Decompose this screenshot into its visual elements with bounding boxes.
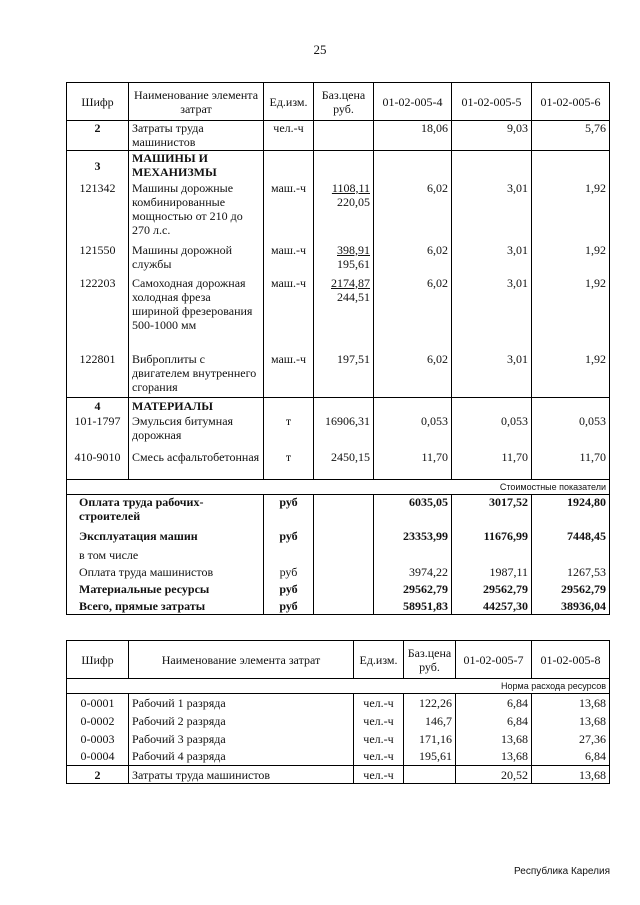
row-unit: чел.-ч [354,730,404,748]
row-value-1: 6,84 [456,712,532,730]
row-value-3: 1,92 [532,243,610,276]
row-name: Машины дорожные комбинированные мощностью от 210 до 270 л.с. [129,181,264,243]
row-price [314,121,374,151]
cost-value-1: 3974,22 [374,563,452,581]
row-value-1: 20,52 [456,766,532,784]
row-value-2: 13,68 [532,712,610,730]
row-code: 0-0002 [67,712,129,730]
norm-caption: Норма расхода ресурсов [67,679,610,694]
row-unit: чел.-ч [264,121,314,151]
table-row [67,694,610,712]
header-code: Шифр [67,641,129,679]
table-row [67,748,610,766]
section-row [67,398,610,414]
table-row [67,181,610,243]
row-price: 16906,31 [314,414,374,450]
header-name: Наименование элемента затрат [129,641,354,679]
row-price: 195,61 [404,748,456,766]
cost-value-1: 6035,05 [374,495,452,525]
row-name: Рабочий 4 разряда [129,748,354,766]
footer-region: Республика Карелия [514,866,610,877]
row-value-1: 13,68 [456,730,532,748]
row-name: Рабочий 2 разряда [129,712,354,730]
section-code: 3 [67,151,129,181]
row-code: 101-1797 [67,414,129,450]
row-value-2: 6,84 [532,748,610,766]
header-col-3: 01-02-005-6 [532,83,610,121]
section-title: МАТЕРИАЛЫ [129,398,264,414]
row-value-1: 18,06 [374,121,452,151]
header-price: Баз.цена руб. [314,83,374,121]
cost-unit: руб [264,581,314,598]
cost-value-1: 58951,83 [374,598,452,615]
row-value-3: 5,76 [532,121,610,151]
cost-name: Всего, прямые затраты [67,598,264,615]
row-name: Виброплиты с двигателем внутреннего сгорания [129,352,264,398]
row-unit: маш.-ч [264,352,314,398]
row-unit: чел.-ч [354,766,404,784]
row-value-2: 0,053 [452,414,532,450]
cost-row [67,581,610,598]
row-value-1: 11,70 [374,450,452,480]
cost-name: Оплата труда рабочих-строителей [67,495,264,525]
row-value-2: 3,01 [452,243,532,276]
table-row [67,730,610,748]
row-value-2: 3,01 [452,276,532,352]
row-value-2: 9,03 [452,121,532,151]
row-unit: маш.-ч [264,181,314,243]
row-unit: маш.-ч [264,243,314,276]
row-price: 122,26 [404,694,456,712]
header-code: Шифр [67,83,129,121]
row-name: Самоходная дорожная холодная фреза шириной фрезерования 500-1000 мм [129,276,264,352]
cost-value-3: 29562,79 [532,581,610,598]
row-value-1: 6,02 [374,243,452,276]
header-col-1: 01-02-005-7 [456,641,532,679]
cost-name: Оплата труда машинистов [67,563,264,581]
row-code: 0-0004 [67,748,129,766]
row-value-3: 1,92 [532,352,610,398]
table-header-row [67,641,610,679]
header-unit: Ед.изм. [354,641,404,679]
row-price: 2450,15 [314,450,374,480]
row-code: 122203 [67,276,129,352]
row-unit: чел.-ч [354,694,404,712]
cost-name: Материальные ресурсы [67,581,264,598]
header-col-2: 01-02-005-5 [452,83,532,121]
row-value-2: 27,36 [532,730,610,748]
row-value-1: 6,84 [456,694,532,712]
row-value-2: 3,01 [452,181,532,243]
table-row [67,276,610,352]
row-price: 398,91 195,61 [314,243,374,276]
header-price: Баз.цена руб. [404,641,456,679]
row-name: Затраты труда машинистов [129,766,354,784]
row-value-2: 13,68 [532,694,610,712]
section-row [67,151,610,181]
cost-value-1: 29562,79 [374,581,452,598]
section-code: 4 [67,398,129,414]
cost-caption-row [67,480,610,495]
cost-value-2: 1987,11 [452,563,532,581]
row-price [404,766,456,784]
row-price: 2174,87 244,51 [314,276,374,352]
row-value-3: 11,70 [532,450,610,480]
table-row [67,121,610,151]
resource-table-1 [66,82,610,615]
cost-row [67,525,610,547]
header-unit: Ед.изм. [264,83,314,121]
cost-name: Эксплуатация машин [67,525,264,547]
cost-value-2: 44257,30 [452,598,532,615]
row-unit: т [264,450,314,480]
row-name: Затраты труда машинистов [129,121,264,151]
table-row [67,766,610,784]
row-unit: чел.-ч [354,712,404,730]
cost-row [67,547,610,563]
row-code: 121342 [67,181,129,243]
section-title: МАШИНЫ И МЕХАНИЗМЫ [129,151,264,181]
row-value-2: 3,01 [452,352,532,398]
row-code: 2 [67,121,129,151]
row-value-2: 11,70 [452,450,532,480]
row-name: Машины дорожной службы [129,243,264,276]
caption-row [67,679,610,694]
header-col-2: 01-02-005-8 [532,641,610,679]
row-code: 121550 [67,243,129,276]
row-price: 171,16 [404,730,456,748]
row-value-3: 1,92 [532,276,610,352]
row-value-1: 6,02 [374,352,452,398]
cost-unit: руб [264,598,314,615]
row-name: Смесь асфальтобетонная [129,450,264,480]
row-price: 1108,11 220,05 [314,181,374,243]
header-name: Наименование элемента затрат [129,83,264,121]
row-code: 0-0001 [67,694,129,712]
row-price: 146,7 [404,712,456,730]
table-row [67,352,610,398]
row-unit: чел.-ч [354,748,404,766]
row-value-2: 13,68 [532,766,610,784]
row-value-1: 0,053 [374,414,452,450]
table-row [67,450,610,480]
cost-row [67,598,610,615]
cost-unit: руб [264,495,314,525]
row-unit: т [264,414,314,450]
row-unit: маш.-ч [264,276,314,352]
cost-unit: руб [264,525,314,547]
cost-value-2: 3017,52 [452,495,532,525]
row-code: 410-9010 [67,450,129,480]
row-name: Рабочий 1 разряда [129,694,354,712]
resource-table-2 [66,640,610,784]
table-row [67,712,610,730]
page-number: 25 [313,42,327,57]
row-name: Рабочий 3 разряда [129,730,354,748]
row-name: Эмульсия битумная дорожная [129,414,264,450]
cost-value-3: 38936,04 [532,598,610,615]
row-code: 122801 [67,352,129,398]
row-price: 197,51 [314,352,374,398]
cost-unit: руб [264,563,314,581]
cost-value-2: 11676,99 [452,525,532,547]
row-value-1: 6,02 [374,276,452,352]
cost-value-3: 1267,53 [532,563,610,581]
row-code: 0-0003 [67,730,129,748]
row-value-1: 13,68 [456,748,532,766]
table-row [67,414,610,450]
cost-caption: Стоимостные показатели [67,480,610,495]
table-row [67,243,610,276]
cost-name: в том числе [67,547,264,563]
header-col-1: 01-02-005-4 [374,83,452,121]
cost-row [67,563,610,581]
cost-value-2: 29562,79 [452,581,532,598]
row-code: 2 [67,766,129,784]
row-value-1: 6,02 [374,181,452,243]
table-header-row [67,83,610,121]
row-value-3: 0,053 [532,414,610,450]
cost-value-1: 23353,99 [374,525,452,547]
cost-row [67,495,610,525]
row-value-3: 1,92 [532,181,610,243]
cost-value-3: 1924,80 [532,495,610,525]
cost-value-3: 7448,45 [532,525,610,547]
